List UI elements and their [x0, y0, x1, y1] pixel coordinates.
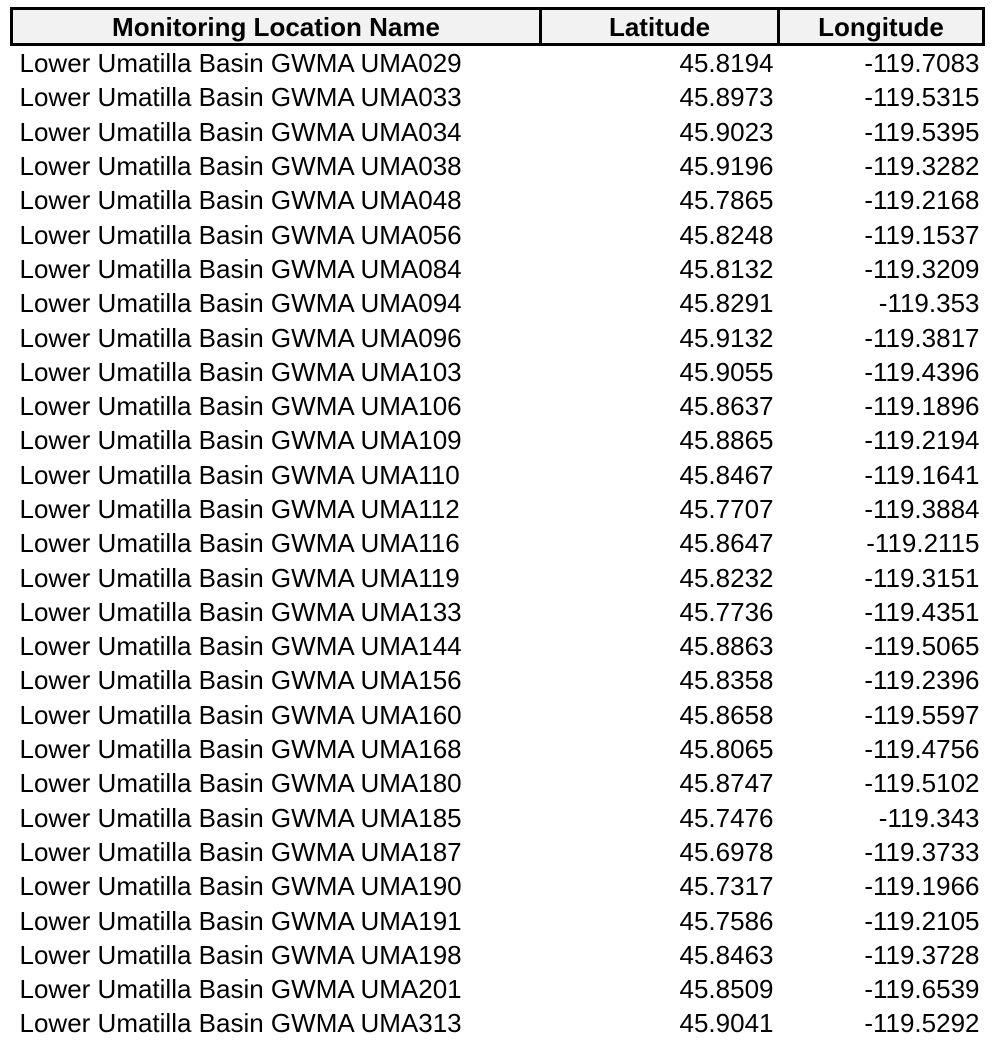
header-row [12, 9, 984, 45]
location-name-cell: Lower Umatilla Basin GWMA UMA109 [19, 425, 462, 456]
column-header-latitude: Latitude [541, 9, 779, 45]
location-name-cell: Lower Umatilla Basin GWMA UMA029 [19, 48, 462, 79]
table-row [12, 217, 984, 251]
latitude-cell: 45.8194 [679, 48, 774, 79]
longitude-cell: -119.4351 [864, 596, 980, 627]
longitude-cell: -119.3728 [864, 939, 980, 970]
table-row [12, 801, 984, 835]
longitude-cell: -119.1537 [864, 219, 980, 250]
table-row [12, 903, 984, 937]
latitude-cell: 45.8232 [679, 562, 774, 593]
latitude-cell: 45.9023 [679, 116, 774, 147]
table-row [12, 629, 984, 663]
longitude-cell: -119.2194 [864, 425, 980, 456]
location-name-cell: Lower Umatilla Basin GWMA UMA096 [19, 322, 462, 353]
table-row [12, 972, 984, 1006]
location-name-cell: Lower Umatilla Basin GWMA UMA190 [19, 871, 462, 902]
location-name-cell: Lower Umatilla Basin GWMA UMA180 [19, 768, 462, 799]
table-row [12, 389, 984, 423]
table-row [12, 595, 984, 629]
column-header-longitude: Longitude [779, 9, 984, 45]
table-row [12, 286, 984, 320]
table-row [12, 1006, 984, 1040]
longitude-cell: -119.3733 [864, 836, 980, 867]
latitude-cell: 45.9041 [679, 1008, 774, 1039]
location-name-cell: Lower Umatilla Basin GWMA UMA191 [19, 905, 462, 936]
longitude-cell: -119.3884 [864, 494, 980, 524]
location-name-cell: Lower Umatilla Basin GWMA UMA133 [19, 596, 462, 627]
table-row [12, 835, 984, 869]
longitude-cell: -119.3817 [864, 322, 980, 353]
location-name-cell: Lower Umatilla Basin GWMA UMA198 [19, 939, 462, 970]
latitude-cell: 45.7707 [679, 494, 774, 524]
latitude-cell: 45.7586 [679, 905, 774, 936]
location-name-cell: Lower Umatilla Basin GWMA UMA038 [19, 151, 462, 182]
table-body [12, 45, 984, 1041]
longitude-cell: -119.6539 [864, 974, 980, 1005]
latitude-cell: 45.6978 [679, 836, 774, 867]
location-name-cell: Lower Umatilla Basin GWMA UMA187 [19, 836, 462, 867]
longitude-cell: -119.5102 [864, 768, 980, 799]
latitude-cell: 45.8637 [679, 391, 774, 422]
location-name-cell: Lower Umatilla Basin GWMA UMA112 [19, 494, 460, 524]
longitude-cell: -119.3209 [864, 253, 980, 284]
latitude-cell: 45.8973 [679, 82, 774, 113]
latitude-cell: 45.8658 [679, 699, 774, 730]
monitoring-locations-table [10, 7, 985, 1041]
table-row [12, 458, 984, 492]
longitude-cell: -119.1966 [864, 871, 980, 902]
latitude-cell: 45.7317 [679, 871, 774, 902]
longitude-cell: -119.4396 [864, 356, 980, 387]
latitude-cell: 45.8467 [679, 459, 774, 490]
location-name-cell: Lower Umatilla Basin GWMA UMA106 [19, 391, 462, 422]
location-name-cell: Lower Umatilla Basin GWMA UMA084 [19, 253, 462, 284]
latitude-cell: 45.8509 [679, 974, 774, 1005]
table-row [12, 492, 984, 526]
table-row [12, 355, 984, 389]
table-row [12, 766, 984, 800]
longitude-cell: -119.5395 [864, 116, 980, 147]
location-name-cell: Lower Umatilla Basin GWMA UMA048 [19, 185, 462, 216]
location-name-cell: Lower Umatilla Basin GWMA UMA144 [19, 631, 462, 662]
longitude-cell: -119.5292 [864, 1008, 980, 1039]
location-name-cell: Lower Umatilla Basin GWMA UMA056 [19, 219, 462, 250]
table-row [12, 252, 984, 286]
longitude-cell: -119.1896 [864, 391, 980, 422]
location-name-cell: Lower Umatilla Basin GWMA UMA110 [19, 459, 460, 490]
latitude-cell: 45.8065 [679, 734, 774, 765]
table-row [12, 663, 984, 697]
table-header [12, 9, 984, 45]
location-name-cell: Lower Umatilla Basin GWMA UMA094 [19, 288, 462, 319]
table-row [12, 560, 984, 594]
longitude-cell: -119.5597 [864, 699, 980, 730]
location-name-cell: Lower Umatilla Basin GWMA UMA185 [19, 802, 462, 833]
latitude-cell: 45.8291 [679, 288, 774, 319]
latitude-cell: 45.8463 [679, 939, 774, 970]
longitude-cell: -119.3282 [864, 151, 980, 182]
latitude-cell: 45.8747 [679, 768, 774, 799]
table-row [12, 149, 984, 183]
table-row [12, 183, 984, 217]
latitude-cell: 45.8647 [679, 528, 774, 559]
table-row [12, 938, 984, 972]
longitude-cell: -119.343 [878, 802, 980, 833]
latitude-cell: 45.7476 [679, 802, 774, 833]
location-name-cell: Lower Umatilla Basin GWMA UMA119 [19, 562, 460, 593]
longitude-cell: -119.5315 [864, 82, 980, 113]
longitude-cell: -119.2115 [866, 528, 980, 559]
longitude-cell: -119.2396 [864, 665, 980, 696]
longitude-cell: -119.353 [878, 288, 980, 319]
column-header-location-name: Monitoring Location Name [12, 9, 541, 45]
longitude-cell: -119.5065 [864, 631, 980, 662]
location-name-cell: Lower Umatilla Basin GWMA UMA116 [19, 528, 460, 559]
table-row [12, 45, 984, 81]
location-name-cell: Lower Umatilla Basin GWMA UMA033 [19, 82, 462, 113]
location-name-cell: Lower Umatilla Basin GWMA UMA034 [19, 116, 462, 147]
location-name-cell: Lower Umatilla Basin GWMA UMA168 [19, 734, 462, 765]
table-row [12, 80, 984, 114]
location-name-cell: Lower Umatilla Basin GWMA UMA103 [19, 356, 462, 387]
longitude-cell: -119.2168 [864, 185, 980, 216]
latitude-cell: 45.9132 [679, 322, 774, 353]
monitoring-locations-sheet [10, 7, 982, 1041]
latitude-cell: 45.7736 [679, 596, 774, 627]
latitude-cell: 45.8132 [679, 253, 774, 284]
longitude-cell: -119.2105 [864, 905, 980, 936]
latitude-cell: 45.8358 [679, 665, 774, 696]
table-row [12, 732, 984, 766]
table-row [12, 869, 984, 903]
latitude-cell: 45.8248 [679, 219, 774, 250]
longitude-cell: -119.3151 [864, 562, 980, 593]
location-name-cell: Lower Umatilla Basin GWMA UMA160 [19, 699, 462, 730]
latitude-cell: 45.7865 [679, 185, 774, 216]
longitude-cell: -119.1641 [864, 459, 980, 490]
longitude-cell: -119.4756 [864, 734, 980, 765]
table-row [12, 320, 984, 354]
latitude-cell: 45.8863 [679, 631, 774, 662]
table-row [12, 115, 984, 149]
longitude-cell: -119.7083 [864, 48, 980, 79]
table-row [12, 423, 984, 457]
latitude-cell: 45.9196 [679, 151, 774, 182]
location-name-cell: Lower Umatilla Basin GWMA UMA313 [19, 1008, 462, 1039]
latitude-cell: 45.8865 [679, 425, 774, 456]
location-name-cell: Lower Umatilla Basin GWMA UMA156 [19, 665, 462, 696]
location-name-cell: Lower Umatilla Basin GWMA UMA201 [19, 974, 462, 1005]
table-row [12, 526, 984, 560]
table-row [12, 698, 984, 732]
latitude-cell: 45.9055 [679, 356, 774, 387]
